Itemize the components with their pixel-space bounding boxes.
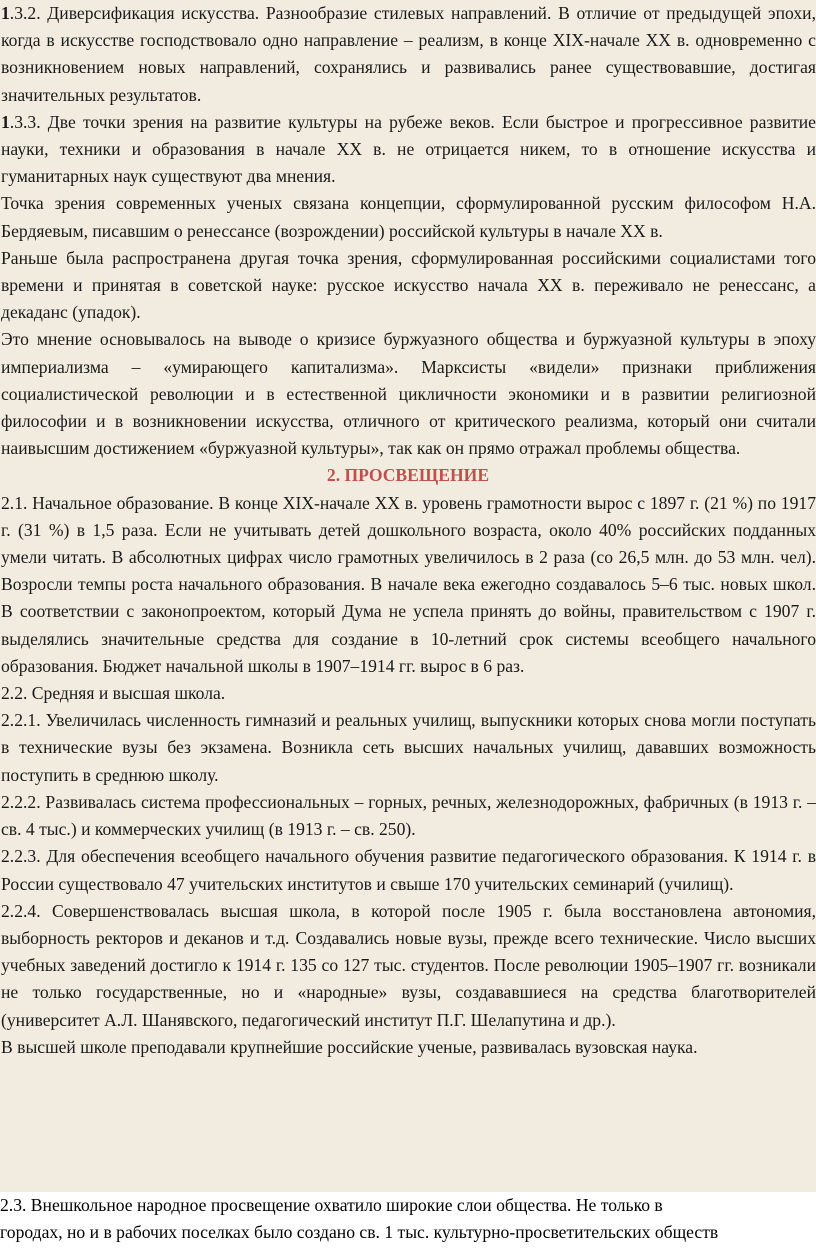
paragraph-text: Раньше была распространена другая точка зрения, сформулированная российскими социалистами того времени и принятая в советской науке: русское искусство начала XX в. переживало не ренессанс, а декаданс (упадок). [1,247,816,323]
paragraph-socialist-view [0,245,816,327]
paragraph-2-1: 2.1. Начальное образование. В конце XIX-начале XX в. уровень грамотности вырос с 1897 г. (21 %) по 1917 г. (31 %) в 1,5 раза. Если не учитывать детей дошкольного возраста, около 40% российских подданных умели читать. В абсолютных цифрах число грамотных увеличилось в 2 раза (со 26,5 млн. до 53 млн. чел). Возросли темпы роста начального образования. В начале века ежегодно создавалось 5–6 тыс. новых школ. В соответствии с законопроектом, который Дума не успела принять до войны, правительством с 1907 г. выделялись значительные средства для создание в 10-летний срок системы всеобщего начального образования. Бюджет начальной школы в 1907–1914 гг. вырос в 6 раз. [1,492,816,676]
document-continuation [0,1192,816,1246]
paragraph-2-3-line-1: 2.3. Внешкольное народное просвещение охватило широкие слои общества. Не только в [0,1195,663,1215]
paragraph-text: Точка зрения современных ученых связана концепции, сформулированной русским философом Н.А. Бердяевым, писавшим о ренессансе (возрождении) российской культуры в начале XX в. [1,193,816,241]
paragraph-text: Это мнение основывалось на выводе о кризисе буржуазного общества и буржуазной культуры в эпоху империализма – «умирающего капитализма». Марксисты «видели» признаки приближения социалистической революции и в естественной цикличности экономики и в развитии религиозной философии и в возникновении искусства, отличного от критического реализма, который они считали наивысшим достижением «буржуазной культуры», так как он прямо отражал проблемы общества. [1,329,816,459]
paragraph-2-2-1: 2.2.1. Увеличилась численность гимназий и реальных училищ, выпускники которых снова могли поступать в технические вузы без экзамена. Возникла сеть высших начальных училищ, дававших возможность поступить в среднюю школу. [1,710,816,785]
paragraph-1-3-3 [0,109,816,191]
section-heading: 2. ПРОСВЕЩЕНИЕ [326,465,490,486]
paragraph-number-prefix: 1 [1,111,10,132]
paragraph-higher-school: В высшей школе преподавали крупнейшие российские ученые, развивалась вузовская наука. [1,1036,698,1057]
paragraph-2-2: 2.2. Средняя и высшая школа. [1,683,226,704]
paragraph-text: .3.3. Две точки зрения на развитие культуры на рубеже веков. Если быстрое и прогрессивное развитие науки, техники и образования в начале XX в. не отрицается никем, то в отношение искусства и гуманитарных наук существуют два мнения. [1,111,816,187]
paragraph-berdyaev-view [0,190,816,244]
paragraph-2-2-2: 2.2.2. Развивалась система профессиональных – горных, речных, железнодорожных, фабричных (в 1913 г. – св. 4 тыс.) и коммерческих училищ (в 1913 г. – св. 250). [1,791,816,840]
paragraph-1-3-2 [0,0,816,109]
paragraph-2-3-line-2: городах, но и в рабочих поселках было создано св. 1 тыс. культурно-просветительских обществ [0,1222,719,1243]
paragraph-number-prefix: 1 [1,3,10,23]
paragraph-crisis-view [0,326,816,462]
paragraph-2-2-4: 2.2.4. Совершенствовалась высшая школа, в которой после 1905 г. была восстановлена автономия, выборность ректоров и деканов и т.д. Создавались новые вузы, прежде всего технические. Число высших учебных заведений достигло к 1914 г. 135 со 127 тыс. студентов. После революции 1905–1907 гг. возникали не только государственные, но и «народные» вузы, создававшиеся на средства благотворителей (университет А.Л. Шанявского, педагогический институт П.Г. Шелапутина и др.). [1,900,816,1030]
paragraph-2-2-3: 2.2.3. Для обеспечения всеобщего начального обучения развитие педагогического образования. К 1914 г. в России существовало 47 учительских институтов и свыше 170 учительских семинарий (училищ). [1,846,816,894]
paragraph-text: .3.2. Диверсификация искусства. Разнообразие стилевых направлений. В отличие от предыдущей эпохи, когда в искусстве господствовало одно направление – реализм, в конце XIX-начале XX в. одновременно с возникновением новых направлений, сохранялись и развивались ранее существовавшие, достигая значительных результатов. [1,3,816,105]
